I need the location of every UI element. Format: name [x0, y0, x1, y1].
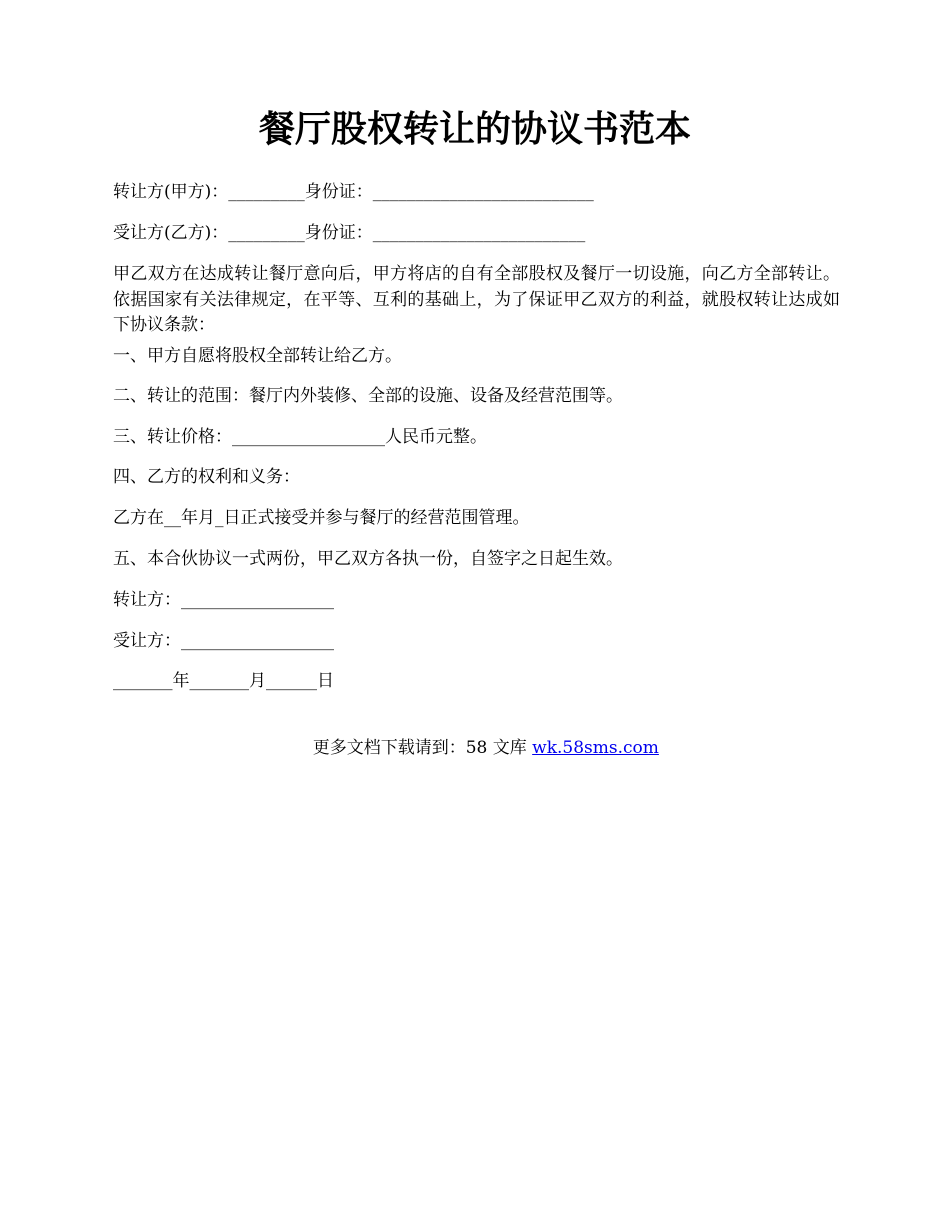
- date-line: _______年_______月______日: [113, 671, 334, 691]
- sign-transferor: 转让方：__________________: [113, 590, 334, 610]
- download-footer: [0, 711, 950, 786]
- document-title: 餐厅股权转让的协议书范本: [258, 108, 691, 150]
- intro-paragraph: 甲乙双方在达成转让餐厅意向后，甲方将店的自有全部股权及餐厅一切设施，向乙方全部转让。依据国家有关法律规定，在平等、互利的基础上，为了保证甲乙双方的利益，就股权转让达成如下协议条款：: [113, 264, 840, 336]
- sign-transferee: 受让方：__________________: [113, 631, 334, 651]
- clause-4: 四、乙方的权利和义务：: [113, 467, 300, 487]
- clause-5: 五、本合伙协议一式两份，甲乙双方各执一份，自签字之日起生效。: [113, 549, 623, 569]
- footer-link[interactable]: wk.58sms.com: [532, 738, 659, 758]
- transferor-line: 转让方(甲方)：_________身份证：__________________________: [113, 182, 594, 202]
- clause-4-detail: 乙方在__年月_日正式接受并参与餐厅的经营范围管理。: [113, 508, 530, 528]
- clause-2: 二、转让的范围：餐厅内外装修、全部的设施、设备及经营范围等。: [113, 386, 623, 406]
- clause-1: 一、甲方自愿将股权全部转让给乙方。: [113, 346, 402, 366]
- footer-prefix: 更多文档下载请到：58 文库: [312, 738, 533, 758]
- clause-3: 三、转让价格：__________________人民币元整。: [113, 427, 487, 447]
- transferee-line: 受让方(乙方)：_________身份证：_________________________: [113, 223, 586, 243]
